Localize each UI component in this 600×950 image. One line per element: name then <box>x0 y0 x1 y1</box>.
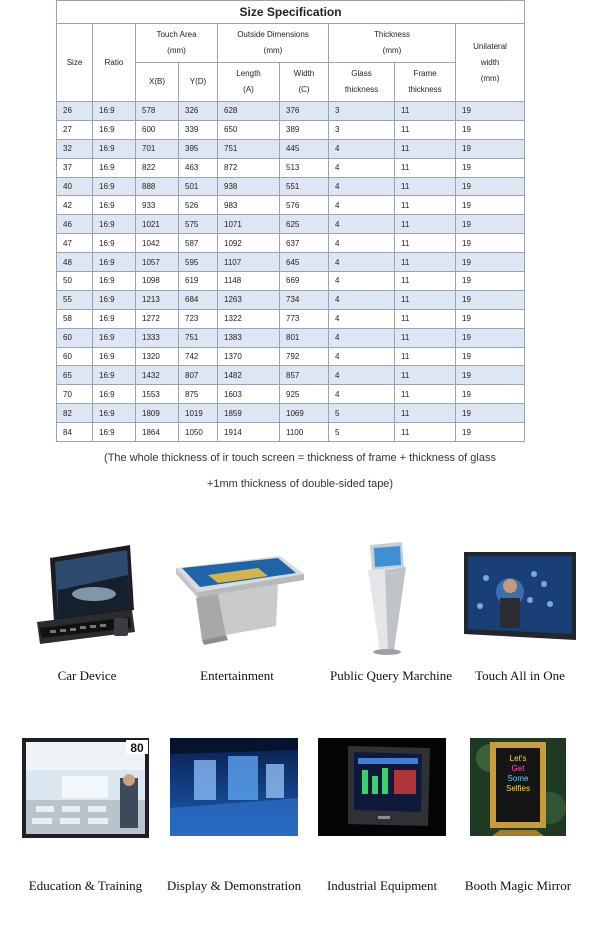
size-specification-table <box>56 0 525 442</box>
cell-glass: 5 <box>329 423 395 442</box>
cell-width: 801 <box>280 328 329 347</box>
cell-glass: 3 <box>329 120 395 139</box>
cell-xb: 1098 <box>136 272 179 291</box>
cell-ratio: 16:9 <box>93 158 136 177</box>
thickness-note-line2: +1mm thickness of double-sided tape) <box>206 478 394 490</box>
cell-size: 60 <box>57 328 93 347</box>
cell-yd: 751 <box>179 328 218 347</box>
cell-xb: 1809 <box>136 404 179 423</box>
cell-ratio: 16:9 <box>93 234 136 253</box>
entertainment-table-image <box>168 540 306 650</box>
table-row <box>57 404 525 423</box>
cell-size: 40 <box>57 177 93 196</box>
cell-yd: 1050 <box>179 423 218 442</box>
cell-unilateral: 19 <box>456 347 525 366</box>
cell-unilateral: 19 <box>456 272 525 291</box>
cell-unilateral: 19 <box>456 139 525 158</box>
table-row <box>57 347 525 366</box>
cell-ratio: 16:9 <box>93 385 136 404</box>
cell-length: 1914 <box>218 423 280 442</box>
cell-width: 376 <box>280 102 329 121</box>
cell-xb: 822 <box>136 158 179 177</box>
cell-ratio: 16:9 <box>93 120 136 139</box>
cell-size: 42 <box>57 196 93 215</box>
cell-ratio: 16:9 <box>93 102 136 121</box>
cell-glass: 4 <box>329 158 395 177</box>
cell-unilateral: 19 <box>456 215 525 234</box>
cell-length: 1263 <box>218 290 280 309</box>
cell-glass: 4 <box>329 234 395 253</box>
cell-glass: 4 <box>329 385 395 404</box>
cell-frame: 11 <box>395 347 456 366</box>
cell-glass: 4 <box>329 177 395 196</box>
cell-unilateral: 19 <box>456 177 525 196</box>
cell-yd: 595 <box>179 253 218 272</box>
cell-width: 576 <box>280 196 329 215</box>
cell-yd: 1019 <box>179 404 218 423</box>
cell-length: 628 <box>218 102 280 121</box>
cell-size: 46 <box>57 215 93 234</box>
size-specification-table-wrapper <box>56 0 524 442</box>
cell-ratio: 16:9 <box>93 139 136 158</box>
cell-length: 1370 <box>218 347 280 366</box>
header-outside-dimensions: Outside Dimensions (mm) <box>218 24 329 63</box>
cell-xb: 933 <box>136 196 179 215</box>
cell-frame: 11 <box>395 309 456 328</box>
caption-public-query: Public Query Marchine <box>330 668 453 683</box>
cell-glass: 5 <box>329 404 395 423</box>
cell-glass: 4 <box>329 196 395 215</box>
cell-frame: 11 <box>395 328 456 347</box>
cell-width: 625 <box>280 215 329 234</box>
cell-width: 645 <box>280 253 329 272</box>
cell-yd: 526 <box>179 196 218 215</box>
application-industrial-equipment <box>318 738 446 894</box>
table-row <box>57 215 525 234</box>
cell-length: 1383 <box>218 328 280 347</box>
header-unilateral-width: Unilateral width (mm) <box>456 24 525 102</box>
table-row <box>57 253 525 272</box>
cell-unilateral: 19 <box>456 404 525 423</box>
cell-ratio: 16:9 <box>93 177 136 196</box>
cell-ratio: 16:9 <box>93 196 136 215</box>
application-education-training <box>22 738 149 894</box>
cell-frame: 11 <box>395 234 456 253</box>
table-row <box>57 290 525 309</box>
application-car-device <box>32 540 142 690</box>
cell-length: 1092 <box>218 234 280 253</box>
caption-booth-magic-mirror: Booth Magic Mirror <box>464 878 572 893</box>
cell-xb: 701 <box>136 139 179 158</box>
cell-ratio: 16:9 <box>93 328 136 347</box>
cell-length: 1482 <box>218 366 280 385</box>
table-row <box>57 102 525 121</box>
cell-unilateral: 19 <box>456 253 525 272</box>
cell-xb: 1333 <box>136 328 179 347</box>
cell-frame: 11 <box>395 404 456 423</box>
cell-unilateral: 19 <box>456 423 525 442</box>
header-thickness: Thickness (mm) <box>329 24 456 63</box>
caption-display-demonstration: Display & Demonstration <box>166 878 302 893</box>
cell-unilateral: 19 <box>456 196 525 215</box>
table-row <box>57 120 525 139</box>
cell-width: 1069 <box>280 404 329 423</box>
kiosk-image <box>350 540 420 655</box>
cell-glass: 3 <box>329 102 395 121</box>
cell-yd: 742 <box>179 347 218 366</box>
table-row <box>57 158 525 177</box>
cell-glass: 4 <box>329 347 395 366</box>
application-booth-magic-mirror <box>464 738 572 894</box>
cell-yd: 463 <box>179 158 218 177</box>
cell-frame: 11 <box>395 272 456 291</box>
table-title: Size Specification <box>57 1 525 24</box>
cell-length: 872 <box>218 158 280 177</box>
header-width: Width (C) <box>280 63 329 102</box>
cell-yd: 501 <box>179 177 218 196</box>
caption-education-training: Education & Training <box>28 878 143 893</box>
cell-glass: 4 <box>329 215 395 234</box>
table-row <box>57 328 525 347</box>
cell-length: 751 <box>218 139 280 158</box>
cell-yd: 619 <box>179 272 218 291</box>
cell-size: 47 <box>57 234 93 253</box>
cell-length: 1148 <box>218 272 280 291</box>
cell-size: 50 <box>57 272 93 291</box>
table-row <box>57 177 525 196</box>
cell-xb: 1553 <box>136 385 179 404</box>
cell-frame: 11 <box>395 158 456 177</box>
cell-xb: 1272 <box>136 309 179 328</box>
cell-size: 48 <box>57 253 93 272</box>
cell-frame: 11 <box>395 290 456 309</box>
cell-length: 1071 <box>218 215 280 234</box>
cell-ratio: 16:9 <box>93 253 136 272</box>
cell-width: 792 <box>280 347 329 366</box>
cell-unilateral: 19 <box>456 309 525 328</box>
cell-xb: 1213 <box>136 290 179 309</box>
cell-unilateral: 19 <box>456 120 525 139</box>
table-body <box>57 102 525 442</box>
cell-frame: 11 <box>395 120 456 139</box>
table-row <box>57 309 525 328</box>
cell-length: 1859 <box>218 404 280 423</box>
cell-length: 1107 <box>218 253 280 272</box>
cell-glass: 4 <box>329 272 395 291</box>
cell-frame: 11 <box>395 177 456 196</box>
cell-width: 551 <box>280 177 329 196</box>
cell-xb: 578 <box>136 102 179 121</box>
cell-xb: 1057 <box>136 253 179 272</box>
cell-size: 32 <box>57 139 93 158</box>
cell-frame: 11 <box>395 423 456 442</box>
cell-glass: 4 <box>329 290 395 309</box>
header-ratio: Ratio <box>93 24 136 102</box>
cell-glass: 4 <box>329 139 395 158</box>
mirror-screen-text: Let's Get Some Selfies <box>505 754 530 793</box>
application-entertainment <box>168 540 306 690</box>
cell-size: 60 <box>57 347 93 366</box>
cell-unilateral: 19 <box>456 102 525 121</box>
table-row <box>57 423 525 442</box>
cell-length: 650 <box>218 120 280 139</box>
cell-ratio: 16:9 <box>93 366 136 385</box>
cell-yd: 326 <box>179 102 218 121</box>
classroom-badge: 80 <box>130 741 144 755</box>
cell-size: 70 <box>57 385 93 404</box>
header-xb: X(B) <box>136 63 179 102</box>
cell-ratio: 16:9 <box>93 423 136 442</box>
table-row <box>57 196 525 215</box>
table-row <box>57 272 525 291</box>
cell-length: 983 <box>218 196 280 215</box>
cell-unilateral: 19 <box>456 385 525 404</box>
cell-unilateral: 19 <box>456 328 525 347</box>
thickness-note-line1: (The whole thickness of ir touch screen = thickness of frame + thickness of glass <box>104 452 496 464</box>
caption-industrial-equipment: Industrial Equipment <box>326 878 438 893</box>
cell-yd: 575 <box>179 215 218 234</box>
application-display-demonstration <box>166 738 302 894</box>
all-in-one-image <box>462 548 578 643</box>
cell-ratio: 16:9 <box>93 404 136 423</box>
cell-width: 389 <box>280 120 329 139</box>
cell-frame: 11 <box>395 366 456 385</box>
cell-xb: 1864 <box>136 423 179 442</box>
cell-width: 925 <box>280 385 329 404</box>
cell-yd: 395 <box>179 139 218 158</box>
cell-ratio: 16:9 <box>93 309 136 328</box>
cell-frame: 11 <box>395 253 456 272</box>
cell-frame: 11 <box>395 102 456 121</box>
cell-yd: 587 <box>179 234 218 253</box>
cell-size: 27 <box>57 120 93 139</box>
cell-width: 669 <box>280 272 329 291</box>
cell-glass: 4 <box>329 253 395 272</box>
cell-yd: 684 <box>179 290 218 309</box>
cell-width: 637 <box>280 234 329 253</box>
cell-frame: 11 <box>395 215 456 234</box>
cell-size: 26 <box>57 102 93 121</box>
cell-size: 82 <box>57 404 93 423</box>
cell-width: 773 <box>280 309 329 328</box>
cell-size: 65 <box>57 366 93 385</box>
cell-xb: 1432 <box>136 366 179 385</box>
cell-width: 857 <box>280 366 329 385</box>
header-size: Size <box>57 24 93 102</box>
cell-size: 58 <box>57 309 93 328</box>
cell-ratio: 16:9 <box>93 290 136 309</box>
car-device-image <box>32 540 142 650</box>
cell-frame: 11 <box>395 139 456 158</box>
cell-length: 1322 <box>218 309 280 328</box>
header-glass-thickness: Glass thickness <box>329 63 395 102</box>
cell-width: 445 <box>280 139 329 158</box>
cell-length: 1603 <box>218 385 280 404</box>
cell-length: 938 <box>218 177 280 196</box>
cell-unilateral: 19 <box>456 290 525 309</box>
cell-size: 84 <box>57 423 93 442</box>
cell-yd: 875 <box>179 385 218 404</box>
caption-entertainment: Entertainment <box>200 668 274 683</box>
cell-ratio: 16:9 <box>93 347 136 366</box>
table-row <box>57 385 525 404</box>
cell-xb: 1021 <box>136 215 179 234</box>
cell-width: 734 <box>280 290 329 309</box>
cell-unilateral: 19 <box>456 158 525 177</box>
cell-xb: 600 <box>136 120 179 139</box>
header-touch-area: Touch Area (mm) <box>136 24 218 63</box>
cell-yd: 723 <box>179 309 218 328</box>
cell-frame: 11 <box>395 196 456 215</box>
table-row <box>57 139 525 158</box>
cell-ratio: 16:9 <box>93 215 136 234</box>
caption-touch-all-in-one: Touch All in One <box>475 668 565 683</box>
cell-xb: 1042 <box>136 234 179 253</box>
table-row <box>57 234 525 253</box>
cell-xb: 1320 <box>136 347 179 366</box>
industrial-panel-image <box>318 738 446 836</box>
exhibition-hall-image <box>170 738 298 836</box>
cell-xb: 888 <box>136 177 179 196</box>
cell-width: 513 <box>280 158 329 177</box>
header-frame-thickness: Frame thickness <box>395 63 456 102</box>
header-length: Length (A) <box>218 63 280 102</box>
cell-glass: 4 <box>329 328 395 347</box>
application-touch-all-in-one <box>462 548 578 690</box>
header-yd: Y(D) <box>179 63 218 102</box>
cell-size: 37 <box>57 158 93 177</box>
cell-size: 55 <box>57 290 93 309</box>
cell-glass: 4 <box>329 366 395 385</box>
cell-width: 1100 <box>280 423 329 442</box>
application-public-query <box>330 540 453 690</box>
cell-yd: 807 <box>179 366 218 385</box>
cell-unilateral: 19 <box>456 234 525 253</box>
cell-ratio: 16:9 <box>93 272 136 291</box>
caption-car-device: Car Device <box>57 668 117 683</box>
cell-unilateral: 19 <box>456 366 525 385</box>
cell-frame: 11 <box>395 385 456 404</box>
cell-yd: 339 <box>179 120 218 139</box>
table-row <box>57 366 525 385</box>
cell-glass: 4 <box>329 309 395 328</box>
